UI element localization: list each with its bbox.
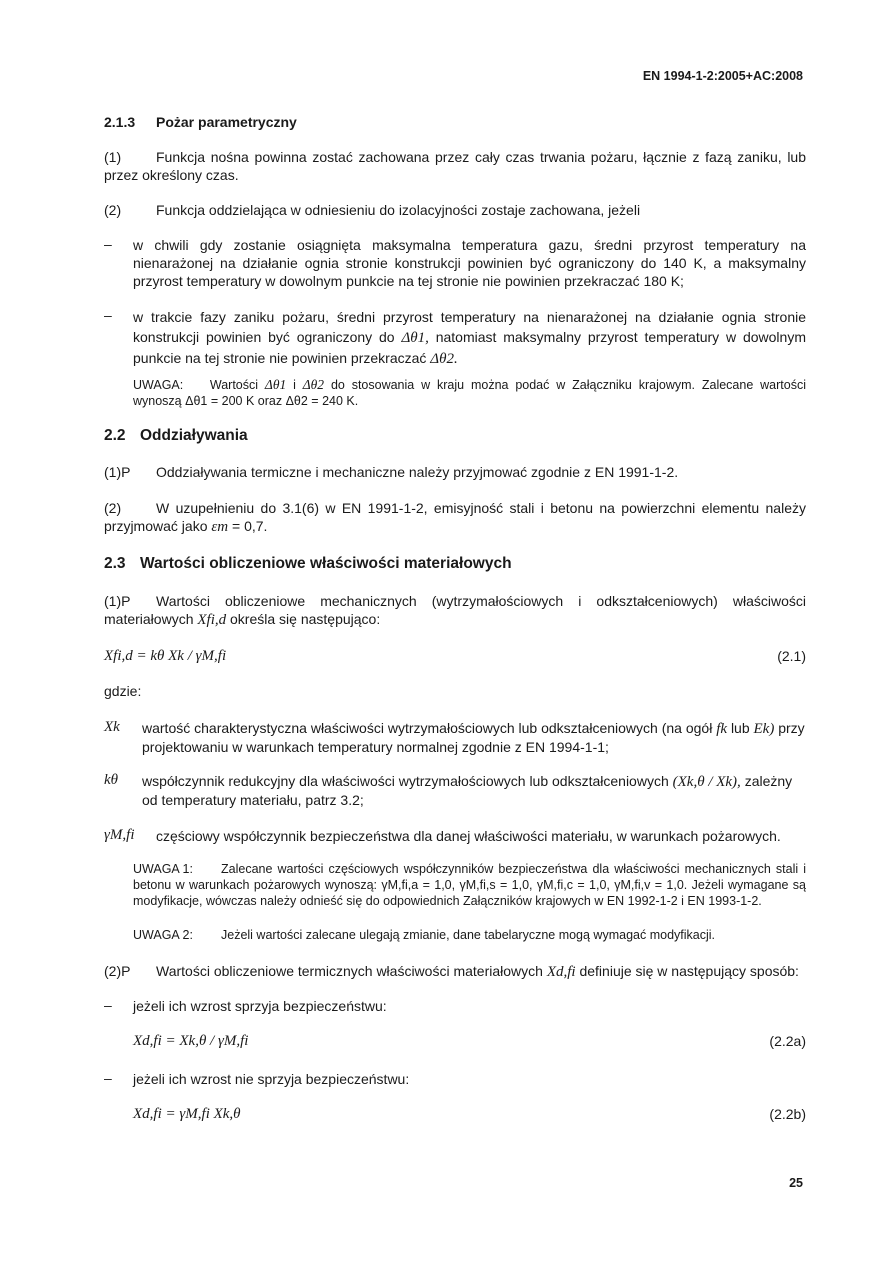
definition-xk: wartość charakterystyczna właściwości wytrzymałościowych lub odkształceniowych (na ogół fk lub Ek) przy projektowaniu w warunkach temperatury normalnej zgodnie z EN 1994-1-1;: [142, 720, 805, 755]
equation-2-1-number: (2.1): [777, 648, 806, 664]
equation-2-2b-formula: Xd,fi = γM,fi Xk,θ: [133, 1106, 241, 1122]
document-id-header: EN 1994-1-2:2005+AC:2008: [642, 69, 803, 83]
bullet-text-decay-phase: w trakcie fazy zaniku pożaru, średni przyrost temperatury na nienarażonej na działanie ognia stronie konstrukcji powinien być ograniczony do Δθ1, natomiast maksymalny przyrost temperatury w dowolnym punkcie na tej stronie nie powinien przekraczać Δθ2.: [133, 309, 806, 367]
equation-2-1-formula: Xfi,d = kθ Xk / γM,fi: [104, 648, 227, 664]
definition-gamma-m-fi: częściowy współczynnik bezpieczeństwa dla danej właściwości materiału, w warunkach pożarowych.: [156, 828, 781, 844]
note-2: UWAGA 2: Jeżeli wartości zalecane ulegają zmianie, dane tabelaryczne mogą wymagać modyfikacji.: [133, 928, 715, 942]
section-heading-2-2: 2.2 Oddziaływania: [104, 427, 248, 444]
equation-2-2b-number: (2.2b): [769, 1106, 806, 1122]
bullet-dash: –: [104, 997, 112, 1013]
paragraph-2-2-1: (1)P Oddziaływania termiczne i mechaniczne należy przyjmować zgodnie z EN 1991-1-2.: [104, 464, 679, 480]
bullet-dash: –: [104, 236, 112, 252]
symbol-xk: Xk: [104, 719, 120, 735]
bullet-text-max-temperature: w chwili gdy zostanie osiągnięta maksymalna temperatura gazu, średni przyrost temperatury na nienarażonej na działanie ognia stronie konstrukcji powinien być ograniczony do 140 K, a maksymalny przyrost temperatury w dowolnym punkcie na tej stronie nie powinien przekraczać 180 K;: [133, 237, 806, 289]
note-2-1-3: UWAGA: Wartości Δθ1 i Δθ2 do stosowania w kraju można podać w Załączniku krajowym. Zalecane wartości wynoszą Δθ1 = 200 K oraz Δθ2 = 240 K.: [133, 377, 806, 408]
bullet-dash: –: [104, 307, 112, 323]
paragraph-2-3-2: (2)P Wartości obliczeniowe termicznych właściwości materiałowych Xd,fi definiuje się w następujący sposób:: [104, 963, 799, 980]
paragraph-2-2-2: (2) W uzupełnieniu do 3.1(6) w EN 1991-1-2, emisyjność stali i betonu na powierzchni elementu należy przyjmować jako εm = 0,7.: [104, 500, 806, 535]
bullet-text-favorable: jeżeli ich wzrost sprzyja bezpieczeństwu:: [133, 998, 387, 1014]
bullet-dash: –: [104, 1070, 112, 1086]
definition-k-theta: współczynnik redukcyjny dla właściwości wytrzymałościowych lub odkształceniowych (Xk,θ / Xk), zależny od temperatury materiału, patrz 3.2;: [142, 773, 793, 808]
paragraph-2-1-3-1: (1) Funkcja nośna powinna zostać zachowana przez cały czas trwania pożaru, łącznie z fazą zaniku, lub przez określony czas.: [104, 149, 806, 183]
bullet-text-unfavorable: jeżeli ich wzrost nie sprzyja bezpieczeństwu:: [133, 1071, 410, 1087]
section-heading-2-3: 2.3 Wartości obliczeniowe właściwości materiałowych: [104, 555, 512, 572]
symbol-k-theta: kθ: [104, 772, 119, 788]
note-1: UWAGA 1: Zalecane wartości częściowych współczynników bezpieczeństwa dla właściwości mechanicznych stali i betonu w warunkach pożarowych wynoszą: γM,fi,a = 1,0, γM,fi,s = 1,0, γM,fi,c = 1,0, γM,fi,v = 1,0. Jeżeli wymagane są modyfikacje, wówczas należy odnieść się do odpowiednich Załączników krajowych w EN 1992-1-2 i EN 1993-1-2.: [133, 862, 806, 908]
page-number: 25: [789, 1176, 803, 1190]
section-heading-2-1-3: 2.1.3 Pożar parametryczny: [104, 114, 297, 130]
paragraph-2-3-1: (1)P Wartości obliczeniowe mechanicznych (wytrzymałościowych i odkształceniowych) właściwości materiałowych Xfi,d określa się następująco:: [104, 593, 806, 628]
where-label: gdzie:: [104, 683, 142, 699]
equation-2-2a-formula: Xd,fi = Xk,θ / γM,fi: [133, 1033, 249, 1049]
equation-2-2a-number: (2.2a): [769, 1033, 806, 1049]
paragraph-2-1-3-2: (2) Funkcja oddzielająca w odniesieniu do izolacyjności zostaje zachowana, jeżeli: [104, 202, 641, 218]
symbol-gamma-m-fi: γM,fi: [104, 827, 135, 843]
